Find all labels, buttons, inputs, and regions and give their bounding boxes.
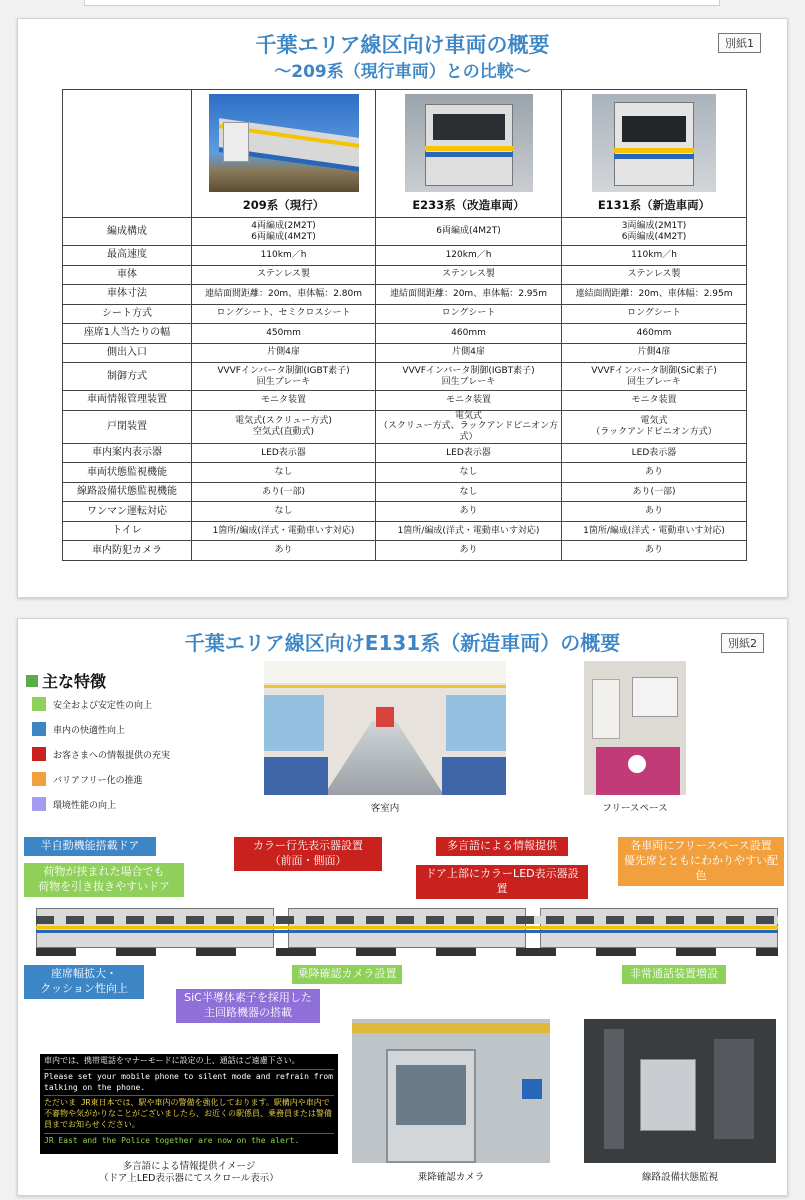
cell-209: 4両編成(2M2T) 6両編成(4M2T) (192, 218, 376, 246)
cell-e131: あり(一部) (562, 482, 747, 502)
cell-e131: ステンレス製 (562, 265, 747, 285)
cell-209: 連結面間距離：20m、車体幅：2.80m (192, 285, 376, 305)
callout-intercom: 非常通話装置増設 (622, 965, 726, 984)
feature-item (32, 747, 170, 761)
cell-e131: ロングシート (562, 304, 747, 324)
row-label: 制御方式 (63, 363, 192, 391)
table-row (63, 443, 747, 463)
photo-cell-e131 (562, 90, 747, 196)
cell-e233: VVVFインバータ制御(IGBT素子) 回生ブレーキ (376, 363, 562, 391)
slide1-subtitle: ～209系（現行車両）との比較～ (274, 62, 531, 82)
slide1-title: 千葉エリア線区向け車両の概要 (255, 33, 550, 57)
cell-e131: あり (562, 541, 747, 561)
cell-209: 1箇所/編成(洋式・電動車いす対応) (192, 521, 376, 541)
feature-label: 車内の快適性向上 (53, 725, 126, 736)
cell-e131: あり (562, 463, 747, 483)
cell-209: 450mm (192, 324, 376, 344)
slide-e131-overview (17, 618, 788, 1196)
cell-e233: あり (376, 502, 562, 522)
callout-pull-out-door: 荷物が挟まれた場合でも 荷物を引き抜きやすいドア (24, 863, 184, 897)
cell-209: あり (192, 541, 376, 561)
cell-e233: あり (376, 541, 562, 561)
feature-swatch-icon (32, 772, 46, 786)
cell-e233: 連結面間距離：20m、車体幅：2.95m (376, 285, 562, 305)
callout-sic: SiC半導体素子を採用した 主回路機器の搭載 (176, 989, 320, 1023)
boarding-camera-photo (352, 1019, 550, 1163)
cell-e233: 電気式 （スクリュー方式、ラックアンドピニオン方式） (376, 410, 562, 443)
cell-e131: モニタ装置 (562, 391, 747, 411)
slide-comparison (17, 18, 788, 598)
table-row (63, 482, 747, 502)
train-side-view (36, 904, 778, 956)
table-row (63, 541, 747, 561)
table-row (63, 265, 747, 285)
track-monitor-photo (584, 1019, 776, 1163)
cell-e233: 460mm (376, 324, 562, 344)
row-label: シート方式 (63, 304, 192, 324)
cell-e233: モニタ装置 (376, 391, 562, 411)
cell-e131: あり (562, 502, 747, 522)
features-heading: 主な特徴 (26, 669, 106, 692)
track-monitor-caption: 線路設備状態監視 (641, 1172, 718, 1183)
free-space-caption: フリースペース (602, 803, 668, 814)
cell-e131: 1箇所/編成(洋式・電動車いす対応) (562, 521, 747, 541)
cell-209: なし (192, 502, 376, 522)
callout-boarding-camera: 乗降確認カメラ設置 (292, 965, 402, 984)
slide1-tag: 別紙1 (718, 33, 761, 53)
feature-label: 安全および安定性の向上 (53, 700, 153, 711)
row-label: 戸閉装置 (63, 410, 192, 443)
cell-e233: 6両編成(4M2T) (376, 218, 562, 246)
row-label: 車両情報管理装置 (63, 391, 192, 411)
slide2-title: 千葉エリア線区向けE131系（新造車両）の概要 (184, 631, 621, 655)
slide2-tag: 別紙2 (721, 633, 764, 653)
cell-e131: 460mm (562, 324, 747, 344)
table-row (63, 218, 747, 246)
feature-item (32, 797, 116, 811)
feature-swatch-icon (32, 797, 46, 811)
row-label: 車体 (63, 265, 192, 285)
cell-e233: 1箇所/編成(洋式・電動車いす対応) (376, 521, 562, 541)
feature-swatch-icon (32, 747, 46, 761)
row-label: 最高速度 (63, 246, 192, 266)
interior-photo (264, 661, 506, 795)
cell-e131: 110km／h (562, 246, 747, 266)
callout-multilanguage: 多言語による情報提供 (436, 837, 568, 856)
table-row (63, 343, 747, 363)
train-209-photo (209, 94, 359, 192)
callout-free-space-each-car: 各車両にフリースペース設置 優先席とともにわかりやすい配色 (618, 837, 784, 886)
photo-cell-e233 (376, 90, 562, 196)
table-row (63, 363, 747, 391)
previous-page-edge (84, 0, 720, 6)
photo-cell-209 (192, 90, 376, 196)
table-corner (63, 90, 192, 218)
cell-e233: 片側4扉 (376, 343, 562, 363)
callout-color-led: ドア上部にカラーLED表示器設置 (416, 865, 588, 899)
feature-swatch-icon (32, 722, 46, 736)
row-label: トイレ (63, 521, 192, 541)
cell-e131: VVVFインバータ制御(SiC素子) 回生ブレーキ (562, 363, 747, 391)
cell-e131: 電気式 （ラックアンドピニオン方式） (562, 410, 747, 443)
row-label: ワンマン運転対応 (63, 502, 192, 522)
interior-caption: 客室内 (370, 803, 400, 814)
row-label: 座席1人当たりの幅 (63, 324, 192, 344)
table-header-row (63, 90, 747, 196)
row-label: 車内案内表示器 (63, 443, 192, 463)
cell-209: あり(一部) (192, 482, 376, 502)
model-e233: E233系（改造車両） (376, 196, 562, 218)
led-line: 車内では、携帯電話をマナーモードに設定の上、通話はご遠慮下さい。 (44, 1056, 300, 1065)
cell-209: LED表示器 (192, 443, 376, 463)
cell-209: ロングシート、セミクロスシート (192, 304, 376, 324)
cell-e233: LED表示器 (376, 443, 562, 463)
cell-e131: LED表示器 (562, 443, 747, 463)
cell-209: VVVFインバータ制御(IGBT素子) 回生ブレーキ (192, 363, 376, 391)
feature-label: お客さまへの情報提供の充実 (53, 750, 171, 761)
free-space-photo (584, 661, 686, 795)
table-row (63, 304, 747, 324)
table-row (63, 463, 747, 483)
cell-209: 電気式(スクリュー方式) 空気式(直動式) (192, 410, 376, 443)
train-e131-photo (592, 94, 716, 192)
table-row (63, 410, 747, 443)
train-e233-photo (405, 94, 533, 192)
row-label: 車両状態監視機能 (63, 463, 192, 483)
led-caption: 多言語による情報提供イメージ （ドア上LED表示器にてスクロール表示） (99, 1161, 279, 1185)
feature-item (32, 722, 125, 736)
cell-209: 110km／h (192, 246, 376, 266)
boarding-camera-caption: 乗降確認カメラ (417, 1172, 485, 1183)
callout-semi-auto-door: 半自動機能搭載ドア (24, 837, 156, 856)
table-row (63, 285, 747, 305)
cell-209: 片側4扉 (192, 343, 376, 363)
feature-item (32, 772, 143, 786)
row-label: 編成構成 (63, 218, 192, 246)
table-row (63, 391, 747, 411)
cell-e233: ステンレス製 (376, 265, 562, 285)
table-body (63, 218, 747, 561)
cell-e233: ロングシート (376, 304, 562, 324)
led-line: Please set your mobile phone to silent mode and refrain from talking on the phone. (44, 1071, 333, 1092)
cell-e131: 片側4扉 (562, 343, 747, 363)
cell-209: ステンレス製 (192, 265, 376, 285)
comparison-table (62, 89, 747, 561)
model-209: 209系（現行） (192, 196, 376, 218)
feature-label: 環境性能の向上 (53, 800, 117, 811)
table-row (63, 502, 747, 522)
cell-e233: なし (376, 463, 562, 483)
row-label: 車体寸法 (63, 285, 192, 305)
table-row (63, 521, 747, 541)
cell-209: モニタ装置 (192, 391, 376, 411)
led-line: ただいま JR東日本では、駅や車内の警備を強化しております。駅構内や車内で不審物や気がかりなことがございましたら、お近くの駅係員、乗務員または警備員までお知らせください。 (44, 1098, 332, 1129)
heading-square-icon (26, 675, 38, 687)
callout-color-destination: カラー行先表示器設置 （前面・側面） (234, 837, 382, 871)
cell-209: なし (192, 463, 376, 483)
cell-e233: 120km／h (376, 246, 562, 266)
row-label: 車内防犯カメラ (63, 541, 192, 561)
model-e131: E131系（新造車両） (562, 196, 747, 218)
feature-item (32, 697, 152, 711)
row-label: 線路設備状態監視機能 (63, 482, 192, 502)
table-row (63, 324, 747, 344)
row-label: 側出入口 (63, 343, 192, 363)
cell-e131: 連結面間距離：20m、車体幅：2.95m (562, 285, 747, 305)
feature-label: バリアフリー化の推進 (53, 775, 143, 786)
cell-e131: 3両編成(2M1T) 6両編成(4M2T) (562, 218, 747, 246)
cell-e233: なし (376, 482, 562, 502)
feature-swatch-icon (32, 697, 46, 711)
callout-seat-width: 座席幅拡大・ クッション性向上 (24, 965, 144, 999)
table-row (63, 246, 747, 266)
led-display-sample (40, 1054, 338, 1154)
led-line: JR East and the Police together are now on the alert. (44, 1135, 300, 1145)
